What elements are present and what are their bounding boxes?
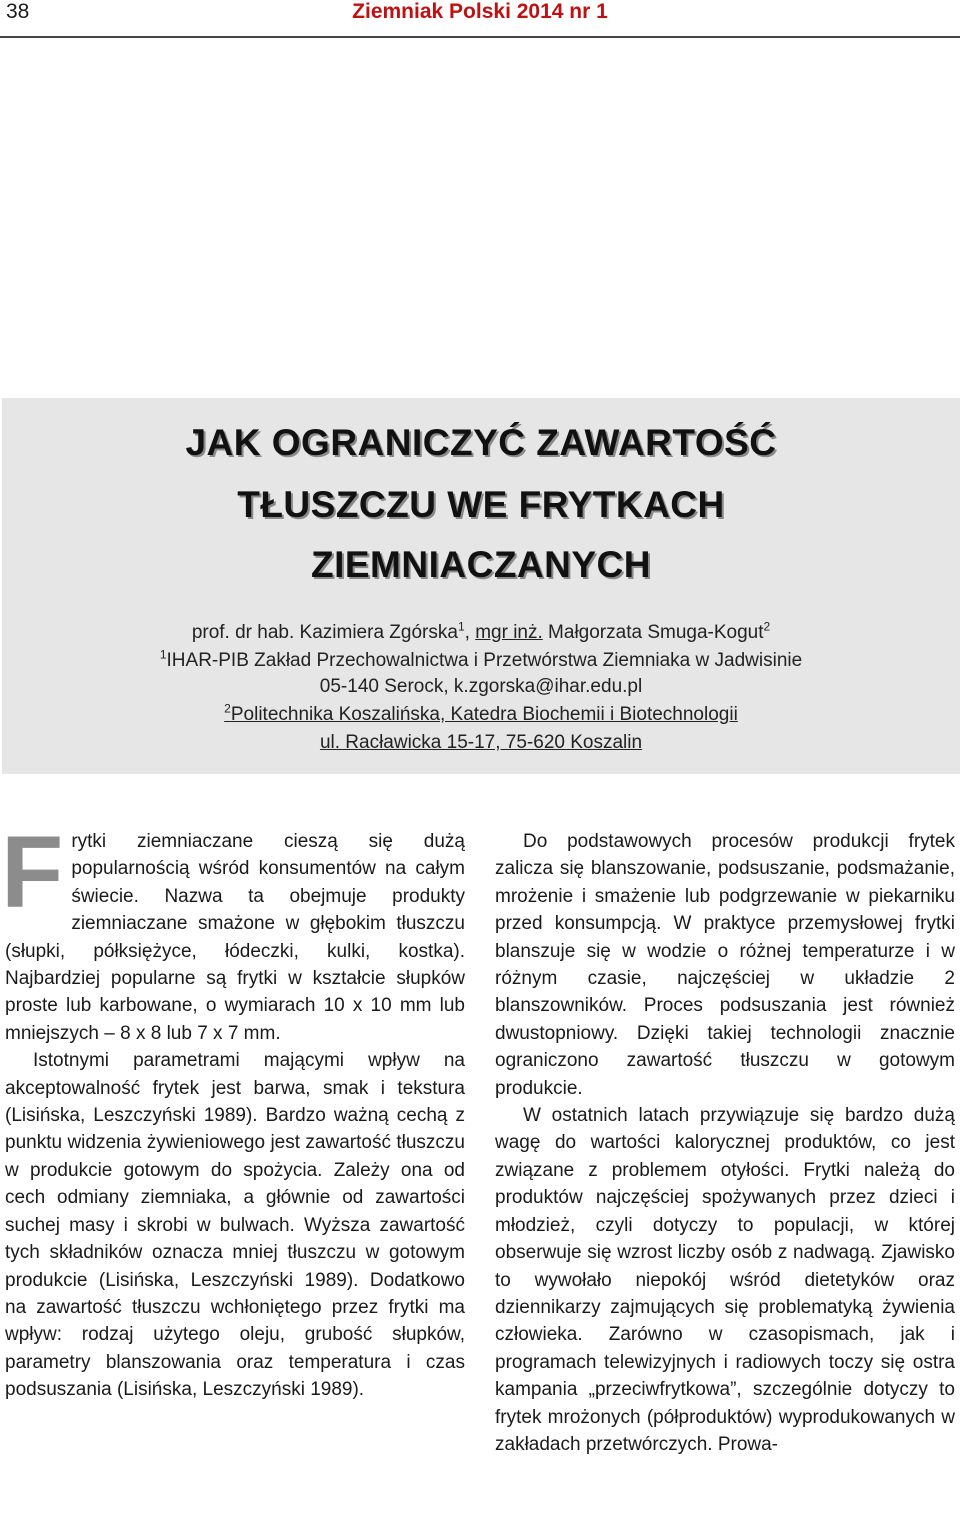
authors-line: prof. dr hab. Kazimiera Zgórska$^1$, mgr inż. Małgorzata Smuga-Kogut$^2$: [191, 619, 771, 643]
page-number: 38: [6, 0, 30, 23]
paragraph: Istotnymi parametrami mającymi wpływ na akceptowalność frytek jest barwa, smak i tekstura (Lisińska, Leszczyński 1989). Bardzo ważną cechą z punktu widzenia żywieniowego jest zawartość tłuszczu w produkcie gotowym do spożycia. Zależy ona od cech odmiany ziemniaka, a głównie od zawartości suchej masy i skrobi w bulwach. Wyższa zawartość tych składników oznacza mniej tłuszczu w gotowym produkcie (Lisińska, Leszczyński 1989). Dodatkowo na zawartość tłuszczu wchłoniętego przez frytki ma wpływ: rodzaj użytego oleju, grubość słupków, parametry blanszowania oraz temperatura i czas podsuszania (Lisińska, Leszczyński 1989).: [5, 1050, 465, 1401]
paragraph: Do podstawowych procesów produkcji frytek zalicza się blanszowanie, podsuszanie, podsmażanie, mrożenie i smażenie lub podgrzewanie w piekarniku przed konsumpcją. W praktyce przemysłowej frytki blanszuje się w wodzie o różnej temperaturze i w różnym czasie, najczęściej w układzie 2 blanszowników. Proces podsuszania jest również dwustopniowy. Dzięki takiej technologii znacznie ograniczono zawartość tłuszczu w gotowym produkcie.: [495, 831, 955, 1099]
affiliation-2-address-text: ul. Racławicka 15-17, 75-620 Koszalin: [319, 732, 643, 753]
affiliation-1-name: IHAR-PIB Zakład Przechowalnictwa i Przetwórstwa Ziemniaka w Jadwisinie: [166, 650, 803, 671]
author-2: Małgorzata Smuga-Kogut: [548, 622, 764, 643]
affiliation-2-number: 2: [224, 701, 231, 716]
paragraph-text: rytki ziemniaczane cieszą się dużą popularnością wśród konsumentów na całym świecie. Nazwa ta obejmuje produkty ziemniaczane smażone w głębokim tłuszczu (słupki, półksiężyce, łódeczki, kulki, kostka). Najbardziej popularne są frytki w kształcie słupków proste lub karbowane, o wymiarach 10 x 10 mm lub mniejszych – 8 x 8 lub 7 x 7 mm.: [5, 831, 465, 1044]
paragraph: W ostatnich latach przywiązuje się bardzo dużą wagę do wartości kalorycznej produktów, co jest związane z problemem otyłości. Frytki należą do produktów najczęściej spożywanych przez dzieci i młodzież, czyli dotyczy to populacji, w której obserwuje się wzrost liczby osób z nadwagą. Zjawisko to wywołało niepokój wśród dietetyków oraz dziennikarzy zajmujących się problematyką żywienia człowieka. Zarówno w czasopismach, jak i programach telewizyjnych i radiowych toczy się ostra kampania „przeciwfrytkowa”, szczególnie dotyczy to frytek mrożonych (półproduktów) wyprodukowanych w zakładach przetwórczych. Prowa-: [495, 1105, 955, 1455]
author-1-affiliation: 1: [457, 619, 465, 634]
affiliation-2-name: Politechnika Koszalińska, Katedra Biochemii i Biotechnologii: [230, 704, 738, 725]
article-title-line-3: ZIEMNIACZANYCH: [311, 544, 651, 585]
author-2-title: mgr inż.: [475, 622, 543, 643]
article-title-line-1: JAK OGRANICZYĆ ZAWARTOŚĆ: [185, 422, 777, 463]
article-title-line-2: TŁUSZCZU WE FRYTKACH: [237, 484, 725, 525]
header-divider: [0, 36, 960, 38]
affiliation-1-address: 05-140 Serock, k.zgorska@ihar.edu.pl: [319, 676, 643, 697]
page-header: [0, 0, 960, 40]
title-block: [2, 398, 960, 774]
affiliation-2-address: [2, 730, 960, 756]
right-column: [495, 828, 955, 1458]
affiliation-1-number: 1: [159, 647, 167, 662]
affiliation-1: [2, 648, 960, 674]
paragraph: [1, 815, 465, 1047]
affiliation-2: [2, 702, 960, 728]
author-2-affiliation: 2: [763, 619, 771, 634]
journal-title: Ziemniak Polski 2014 nr 1: [352, 0, 608, 23]
drop-cap: F: [1, 815, 64, 929]
left-column: [1, 815, 465, 1404]
author-1: prof. dr hab. Kazimiera Zgórska: [191, 622, 458, 643]
